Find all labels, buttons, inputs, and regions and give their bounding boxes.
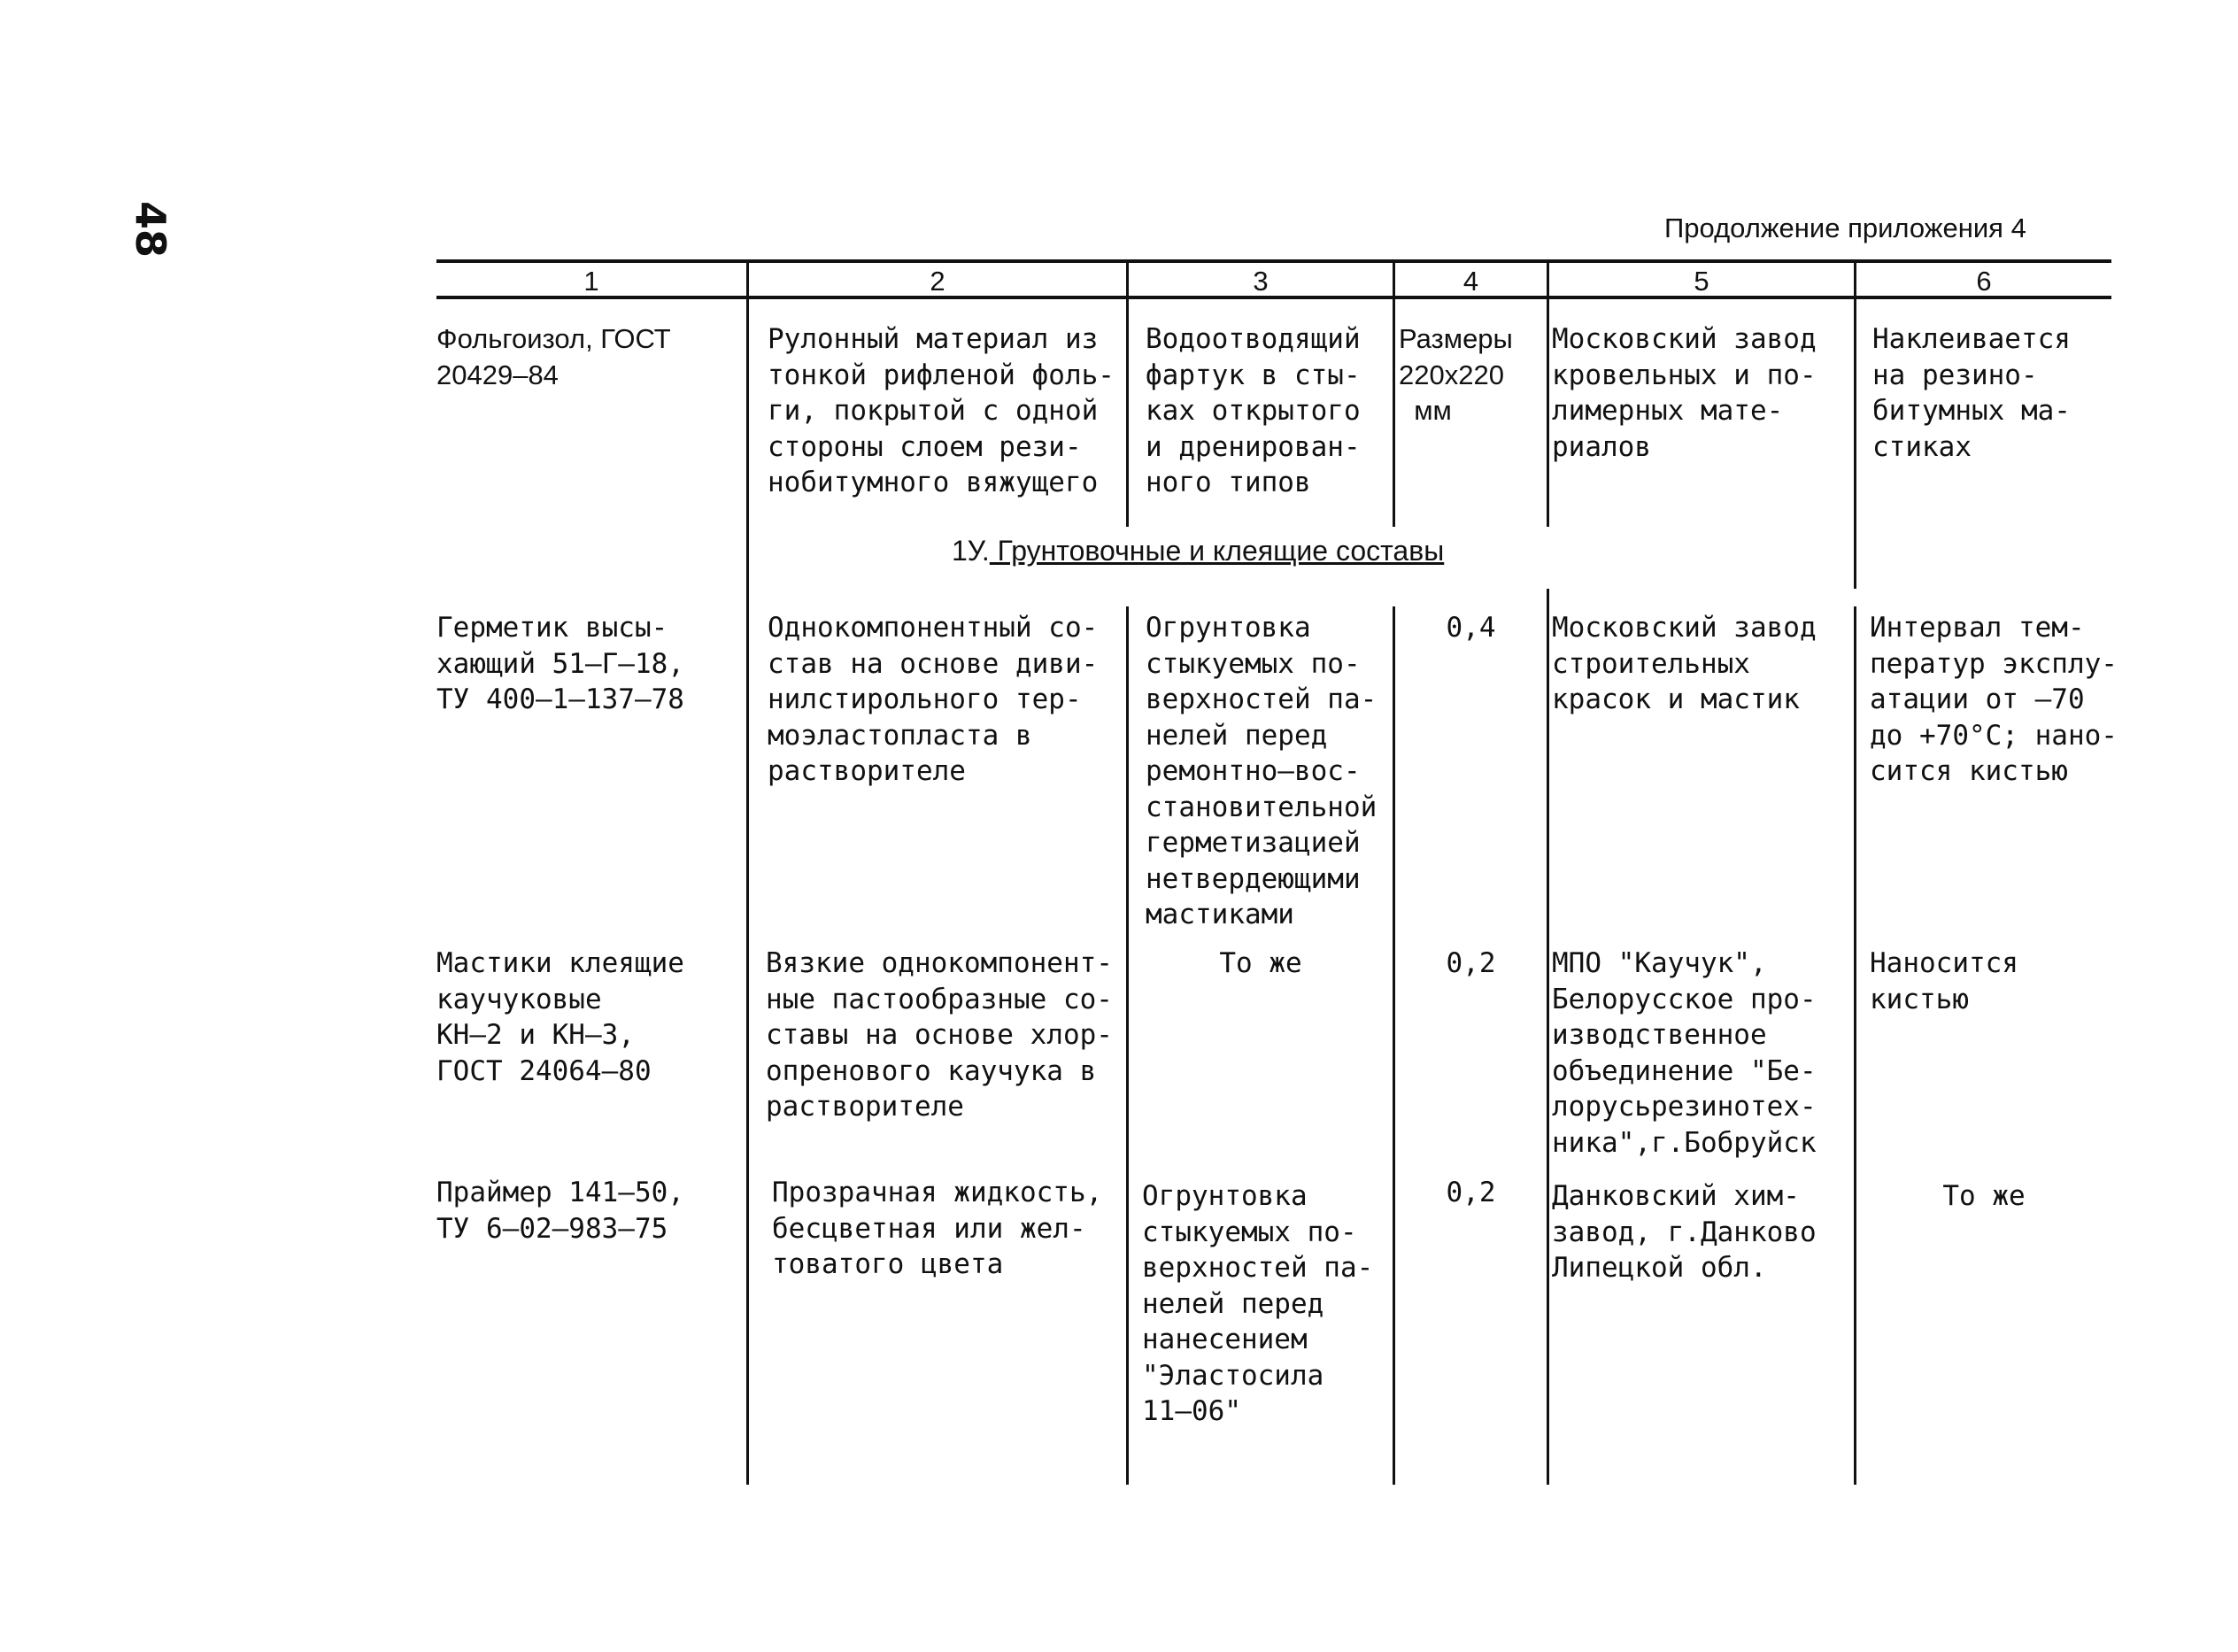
row1-purpose: Водоотводящий фартук в сты- ках открытого и дренирован- ного типов (1146, 323, 1361, 498)
col-divider (1547, 606, 1549, 1485)
row4-purpose: Огрунтовка стыкуемых по- верхностей па- нелей перед нанесением "Эластосила 11–06" (1142, 1180, 1374, 1427)
col-divider (1547, 261, 1549, 527)
row4-description: Прозрачная жидкость, бесцветная или жел- товатого цвета (772, 1177, 1103, 1280)
section-heading (952, 535, 1444, 567)
row3-material: Мастики клеящие каучуковые КН–2 и КН–3, ГОСТ 24064–80 (436, 947, 684, 1087)
row2-manufacturer: Московский завод строительных красок и мастик (1552, 612, 1817, 715)
col-divider (1854, 606, 1856, 1485)
col-divider (1854, 527, 1856, 589)
row2-notes: Интервал тем- ператур эксплу- атации от –70 до +70°С; нано- сится кистью (1870, 612, 2118, 787)
col-divider (746, 527, 749, 589)
row4-consumption: 0,2 (1446, 1177, 1496, 1208)
column-header-1: 1 (583, 266, 599, 297)
row1-material: Фольгоизол, ГОСТ 20429–84 (436, 323, 671, 390)
row1-manufacturer: Московский завод кровельных и по- лимерных мате- риалов (1552, 323, 1817, 463)
row2-description: Однокомпонентный со- став на основе диви- нилстирольного тер- моэластопласта в растворителе (768, 612, 1099, 787)
column-header-4: 4 (1462, 266, 1479, 297)
col-divider (1393, 261, 1395, 527)
continuation-title: Продолжение приложения 4 (1664, 212, 2026, 243)
row3-notes: Наносится кистью (1870, 947, 2018, 1015)
col-divider (1393, 606, 1395, 1485)
row3-purpose: То же (1219, 947, 1302, 979)
col-divider (1547, 589, 1549, 606)
col-divider (746, 589, 749, 1485)
row4-notes: То же (1942, 1180, 2026, 1212)
col-divider (746, 261, 749, 527)
column-header-6: 6 (1976, 266, 1992, 297)
col-divider (1126, 261, 1129, 527)
row3-manufacturer: МПО "Каучук", Белорусское про- изводственное объединение "Бе- лорусьрезинотех- ника",г.Бобруйск (1552, 947, 1817, 1159)
column-header-3: 3 (1253, 266, 1269, 297)
row2-purpose: Огрунтовка стыкуемых по- верхностей па- нелей перед ремонтно–вос- становительной герметизацией нетвердеющими мастиками (1146, 612, 1378, 930)
table-top-rule (436, 259, 2111, 263)
page-number: 48 (127, 200, 175, 259)
section-title: Грунтовочные и клеящие составы (989, 535, 1445, 567)
row1-notes: Наклеивается на резино- битумных ма- стиках (1872, 323, 2071, 463)
row2-consumption: 0,4 (1446, 612, 1496, 644)
row4-manufacturer: Данковский хим- завод, г.Данково Липецкой обл. (1552, 1180, 1817, 1284)
row1-description: Рулонный материал из тонкой рифленой фоль- ги, покрытой с одной стороны слоем рези- нобитумного вяжущего (768, 323, 1115, 498)
row2-material: Герметик высы- хающий 51–Г–18, ТУ 400–1–137–78 (436, 612, 684, 715)
column-header-2: 2 (930, 266, 945, 297)
col-divider (1126, 606, 1129, 1485)
row4-material: Праймер 141–50, ТУ 6–02–983–75 (436, 1177, 684, 1245)
column-header-5: 5 (1694, 266, 1709, 297)
row3-consumption: 0,2 (1446, 947, 1496, 979)
row3-description: Вязкие однокомпонент- ные пастообразные со- ставы на основе хлор- опренового каучука в растворителе (766, 947, 1113, 1123)
section-number: 1У. (952, 535, 990, 567)
col-divider (1854, 261, 1856, 527)
row1-consumption: Размеры 220х220 мм (1399, 323, 1513, 426)
